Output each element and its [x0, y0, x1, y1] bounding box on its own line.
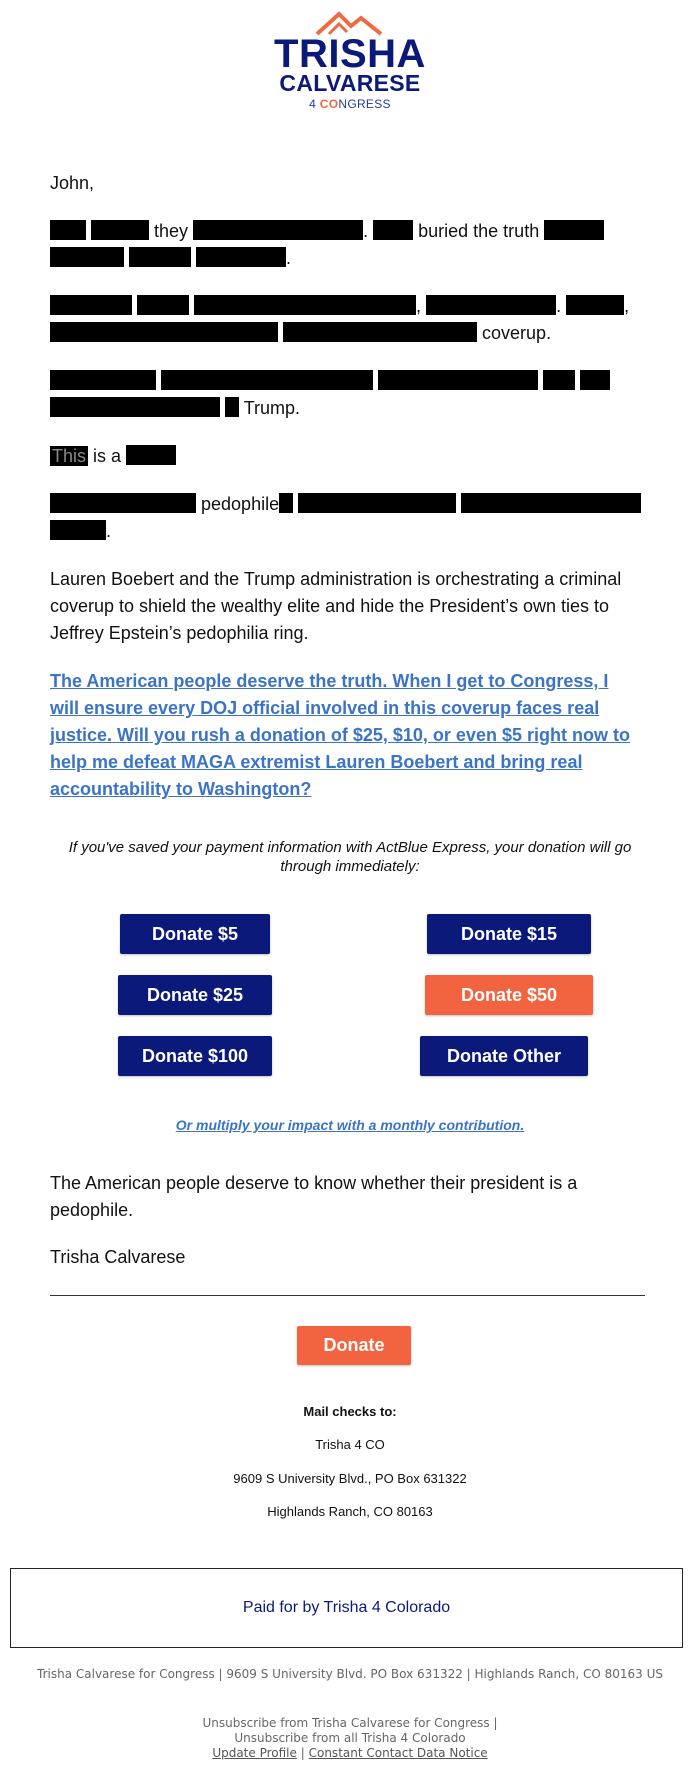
footer-separator: | — [300, 1746, 305, 1760]
redacted-paragraph-2 — [50, 293, 650, 347]
mail-checks-heading: Mail checks to: — [303, 1404, 397, 1419]
closing-line: The American people deserve to know whether their president is a pedophile. — [50, 1173, 578, 1220]
greeting: John, — [50, 173, 95, 193]
logo-tag-suffix: NGRESS — [338, 97, 391, 111]
redacted-fragment-period: . — [363, 221, 369, 241]
redacted-paragraph-1 — [50, 218, 650, 272]
redaction-block — [461, 493, 641, 513]
redacted-fragment-pedophile: pedophile — [201, 494, 280, 514]
unsubscribe-all-link[interactable]: Unsubscribe from all Trisha 4 Colorado — [234, 1731, 466, 1745]
logo-tag-prefix: 4 — [309, 97, 320, 111]
redaction-block — [196, 247, 286, 267]
redaction-block — [193, 220, 363, 240]
redaction-block — [161, 370, 373, 390]
redacted-fragment-coverup: coverup. — [482, 323, 552, 343]
letter-body — [50, 170, 650, 803]
redacted-fragment-buried: buried the truth — [418, 221, 540, 241]
redaction-block — [373, 220, 413, 240]
donate-other-button[interactable]: Donate Other — [420, 1036, 588, 1076]
redaction-block — [225, 397, 239, 417]
redacted-fragment-they: they — [154, 221, 189, 241]
cta-paragraph — [50, 668, 640, 803]
redaction-block — [126, 445, 176, 465]
redacted-paragraph-3 — [50, 368, 650, 422]
logo-first-name: TRISHA — [274, 32, 426, 76]
redaction-block — [378, 370, 538, 390]
redaction-block — [91, 220, 149, 240]
redacted-fragment-comma: , — [416, 296, 422, 316]
redaction-block — [50, 247, 124, 267]
redaction-block — [580, 370, 610, 390]
redaction-block — [426, 295, 556, 315]
update-profile-link[interactable]: Update Profile — [212, 1746, 297, 1760]
mail-recipient: Trisha 4 CO — [315, 1437, 385, 1452]
paid-for-text: Paid for by Trisha 4 Colorado — [242, 1599, 451, 1616]
redaction-block — [283, 322, 477, 342]
redacted-fragment-period-2: . — [286, 248, 292, 268]
redacted-fragment-this: This — [52, 446, 87, 466]
redaction-block — [50, 493, 196, 513]
redaction-block — [50, 322, 278, 342]
redacted-fragment-is-a: is a — [93, 446, 122, 466]
signature: Trisha Calvarese — [50, 1247, 186, 1267]
footer-links — [30, 1716, 670, 1761]
divider — [50, 1295, 645, 1296]
logo-last-name: CALVARESE — [279, 70, 421, 96]
mail-address-line-2: Highlands Ranch, CO 80163 — [267, 1504, 433, 1519]
redaction-block — [50, 295, 132, 315]
redaction-block — [543, 370, 575, 390]
donation-appeal-link[interactable]: The American people deserve the truth. When I get to Congress, I will ensure every DOJ official involved in this coverup faces real justice. Will you rush a donation of $25, $10, or even $5 right now to help me defeat MAGA extremist Lauren Boebert and bring real accountability to Washington? — [50, 671, 630, 799]
monthly-contribution-link[interactable]: Or multiply your impact with a monthly contribution. — [175, 1117, 525, 1133]
redacted-paragraph-5 — [50, 491, 650, 545]
closing-section — [50, 1170, 650, 1271]
donate-100-button[interactable]: Donate $100 — [118, 1036, 272, 1076]
redaction-block — [50, 220, 86, 240]
redacted-fragment-period-3: . — [556, 296, 562, 316]
redaction-block — [279, 493, 293, 513]
logo-tag-highlight: CO — [319, 97, 339, 111]
donate-50-button[interactable]: Donate $50 — [425, 975, 593, 1015]
redacted-paragraph-4 — [50, 443, 650, 470]
donate-25-button[interactable]: Donate $25 — [118, 975, 272, 1015]
donate-button[interactable]: Donate — [297, 1326, 411, 1365]
redaction-block — [194, 295, 416, 315]
actblue-note: If you've saved your payment information with ActBlue Express, your donation will go through immediately: — [68, 839, 632, 875]
footer-address: Trisha Calvarese for Congress | 9609 S University Blvd. PO Box 631322 | Highlands Ranch, CO 80163 US — [37, 1667, 663, 1681]
logo-tagline — [0, 97, 700, 111]
paid-for-box — [10, 1568, 683, 1648]
redaction-block — [298, 493, 456, 513]
mail-address-line-1: 9609 S University Blvd., PO Box 631322 — [233, 1471, 467, 1486]
redaction-block — [50, 520, 106, 540]
data-notice-link[interactable]: Constant Contact Data Notice — [308, 1746, 488, 1760]
main-paragraph: Lauren Boebert and the Trump administration is orchestrating a criminal coverup to shield the wealthy elite and hide the President’s own ties to Jeffrey Epstein’s pedophilia ring. — [50, 569, 622, 643]
campaign-logo — [0, 10, 700, 115]
redaction-block — [50, 370, 156, 390]
redaction-block — [566, 295, 624, 315]
donate-5-button[interactable]: Donate $5 — [120, 914, 270, 954]
donate-15-button[interactable]: Donate $15 — [427, 914, 591, 954]
redaction-block — [544, 220, 604, 240]
unsubscribe-campaign-link[interactable]: Unsubscribe from Trisha Calvarese for Congress | — [202, 1716, 498, 1730]
redaction-block — [137, 295, 189, 315]
redaction-block — [129, 247, 191, 267]
redaction-block — [50, 397, 220, 417]
redacted-fragment-period-4: . — [106, 521, 112, 541]
redacted-fragment-trump: Trump. — [243, 398, 301, 418]
redacted-fragment-comma-2: , — [624, 296, 630, 316]
